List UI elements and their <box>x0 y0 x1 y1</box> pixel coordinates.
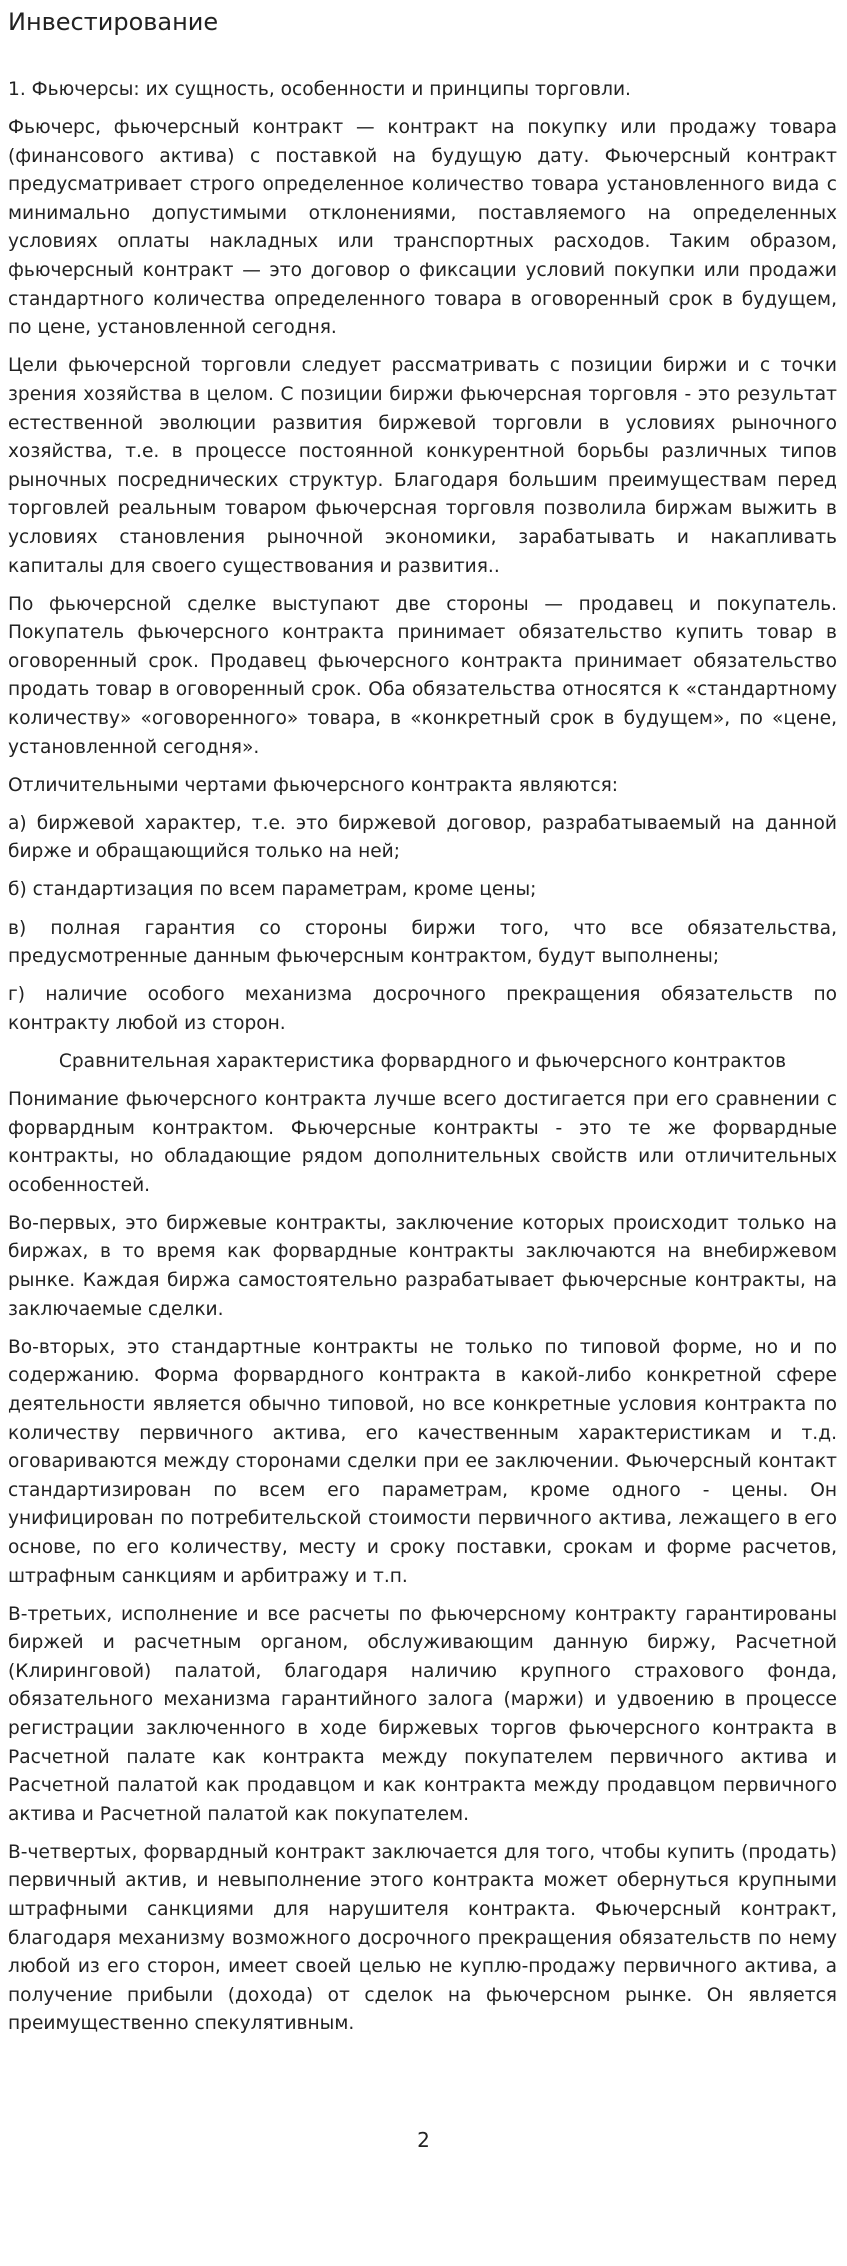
paragraph-comparison-intro: Понимание фьючерсного контракта лучше всего достигается при его сравнении с форвардным контрактом. Фьючерсные контракты - это те же форвардные контракты, но обладающие рядом дополнительных свойств или отличительных особенностей. <box>8 1089 837 1196</box>
paragraph-futures-definition: Фьючерс, фьючерсный контракт — контракт на покупку или продажу товара (финансового актива) с поставкой на будущую дату. Фьючерсный контракт предусматривает строго определенное количество товара установленного вида с минимально допустимыми отклонениями, поставляемого на определенных условиях оплаты накладных или транспортных расходов. Таким образом, фьючерсный контракт — это договор о фиксации условий покупки или продажи стандартного количества определенного товара в оговоренный срок в будущем, по цене, установленной сегодня. <box>8 117 837 339</box>
page-number: 2 <box>417 2128 430 2152</box>
list-item-a: а) биржевой характер, т.е. это биржевой договор, разрабатываемый на данной бирже и обращающийся только на ней; <box>8 812 837 863</box>
paragraph-features-intro: Отличительными чертами фьючерсного контракта являются: <box>8 774 619 796</box>
section-heading: 1. Фьючерсы: их сущность, особенности и принципы торговли. <box>8 79 631 100</box>
list-item-g: г) наличие особого механизма досрочного прекращения обязательств по контракту любой из сторон. <box>8 984 837 1034</box>
document-body <box>8 76 837 2049</box>
subsection-heading: Сравнительная характеристика форвардного и фьючерсного контрактов <box>58 1050 787 1072</box>
paragraph-third: В-третьих, исполнение и все расчеты по фьючерсному контракту гарантированы биржей и расчетным органом, обслуживающим данную биржу, Расчетной (Клиринговой) палатой, благодаря наличию крупного страхового фонда, обязательного механизма гарантийного залога (маржи) и удвоению в процессе регистрации заключенного в ходе биржевых торгов фьючерсного контракта в Расчетной палате как контракта между покупателем первичного актива и Расчетной палатой как продавцом и как контракта между продавцом первичного актива и Расчетной палатой как покупателем. <box>8 1603 837 1825</box>
list-item-v: в) полная гарантия со стороны биржи того, что все обязательства, предусмотренные данным фьючерсным контрактом, будут выполнены; <box>8 917 837 968</box>
paragraph-second: Во-вторых, это стандартные контракты не только по типовой форме, но и по содержанию. Форма форвардного контракта в какой-либо конкретной сфере деятельности является обычно типовой, но все конкретные условия контракта по количеству первичного актива, его качественным характеристикам и т.д. оговариваются между сторонами сделки при ее заключении. Фьючерсный контакт стандартизирован по всем его параметрам, кроме одного - цены. Он унифицирован по потребительской стоимости первичного актива, лежащего в его основе, по его количеству, месту и сроку поставки, срокам и форме расчетов, штрафным санкциям и арбитражу и т.п. <box>8 1336 837 1587</box>
paragraph-parties: По фьючерсной сделке выступают две стороны — продавец и покупатель. Покупатель фьючерсного контракта принимает обязательство купить товар в оговоренный срок. Продавец фьючерсного контракта принимает обязательство продать товар в оговоренный срок. Оба обязательства относятся к «стандартному количеству» «оговоренного» товара, в «конкретный срок в будущем», по «цене, установленной сегодня». <box>8 593 837 758</box>
list-item-b: б) стандартизация по всем параметрам, кроме цены; <box>8 879 537 901</box>
document-title: Инвестирование <box>8 8 219 36</box>
paragraph-futures-goals: Цели фьючерсной торговли следует рассматривать с позиции биржи и с точки зрения хозяйства в целом. С позиции биржи фьючерсная торговля - это результат естественной эволюции развития биржевой торговли в условиях рыночного хозяйства, т.е. в процессе постоянной конкурентной борьбы различных типов рыночных посреднических структур. Благодаря большим преимуществам перед торговлей реальным товаром фьючерсная торговля позволила биржам выжить в условиях становления рыночной экономики, зарабатывать и накапливать капиталы для своего существования и развития.. <box>8 355 837 577</box>
paragraph-first: Во-первых, это биржевые контракты, заключение которых происходит только на биржах, в то время как форвардные контракты заключаются на внебиржевом рынке. Каждая биржа самостоятельно разрабатывает фьючерсные контракты, на заключаемые сделки. <box>8 1212 837 1320</box>
paragraph-fourth: В-четвертых, форвардный контракт заключается для того, чтобы купить (продать) первичный актив, и невыполнение этого контракта может обернуться крупными штрафными санкциями для нарушителя контракта. Фьючерсный контракт, благодаря механизму возможного досрочного прекращения обязательств по нему любой из его сторон, имеет своей целью не куплю-продажу первичного актива, а получение прибыли (дохода) от сделок на фьючерсном рынке. Он является преимущественно спекулятивным. <box>8 1841 837 2035</box>
